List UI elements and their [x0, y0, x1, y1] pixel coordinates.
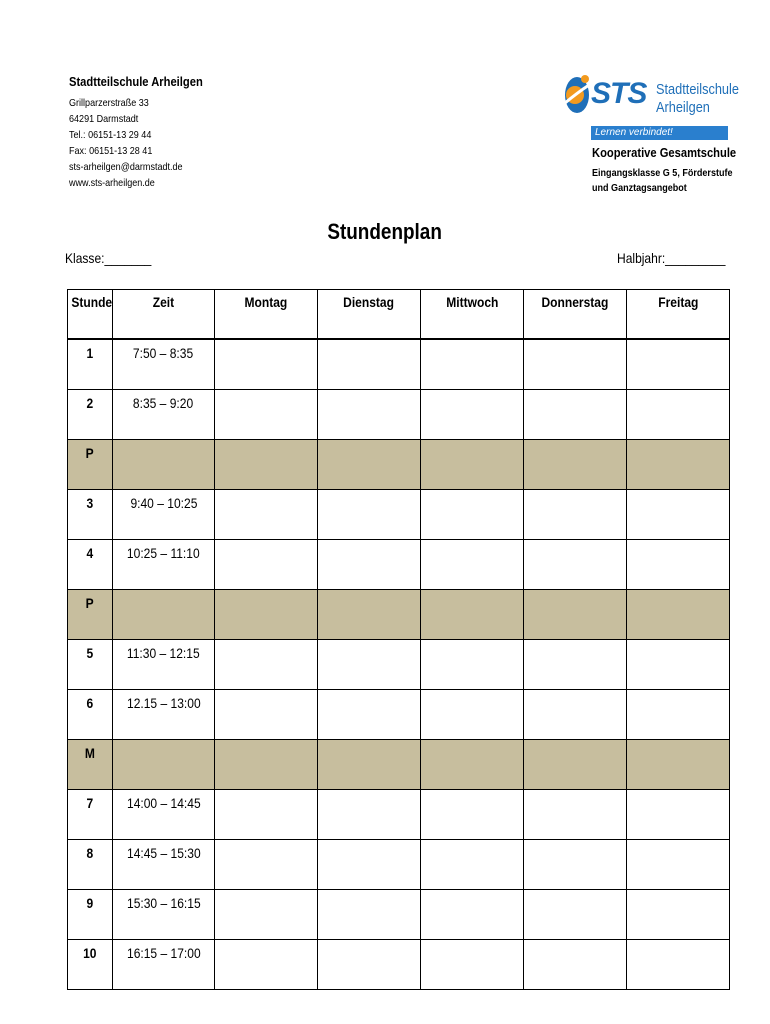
zeit-cell: [113, 890, 215, 940]
stunde-number: 10: [83, 945, 97, 961]
lesson-row: [68, 940, 730, 990]
cell-donnerstag: [524, 590, 627, 640]
page-title: [0, 219, 770, 245]
stunde-number: P: [85, 445, 95, 461]
stunde-number: 4: [86, 545, 94, 561]
stunde-cell: [68, 690, 113, 740]
zeit-cell: [113, 690, 215, 740]
cell-freitag[interactable]: [627, 640, 730, 690]
zeit-range: 14:45 – 15:30: [126, 845, 201, 861]
stunde-cell: [68, 640, 113, 690]
cell-freitag[interactable]: [627, 790, 730, 840]
cell-montag[interactable]: [215, 890, 318, 940]
address-phone: Tel.: 06151-13 29 44: [69, 129, 152, 141]
cell-freitag[interactable]: [627, 390, 730, 440]
column-header-label: Freitag: [657, 294, 699, 310]
cell-montag: [215, 440, 318, 490]
cell-mittwoch[interactable]: [421, 890, 524, 940]
zeit-range: 16:15 – 17:00: [126, 945, 201, 961]
lesson-row: [68, 640, 730, 690]
cell-mittwoch: [421, 740, 524, 790]
stunde-cell: [68, 440, 113, 490]
cell-mittwoch: [421, 590, 524, 640]
cell-montag: [215, 740, 318, 790]
lesson-row: [68, 490, 730, 540]
address-fax: Fax: 06151-13 28 41: [69, 145, 153, 157]
zeit-range: 12.15 – 13:00: [126, 695, 201, 711]
column-header-dienstag: [318, 290, 421, 340]
stunde-number: 8: [86, 845, 94, 861]
stunde-cell: [68, 490, 113, 540]
zeit-range: 10:25 – 11:10: [127, 545, 200, 561]
cell-montag[interactable]: [215, 490, 318, 540]
school-logo-block: [563, 71, 739, 194]
cell-dienstag[interactable]: [318, 490, 421, 540]
column-header-freitag: [627, 290, 730, 340]
lesson-row: [68, 540, 730, 590]
cell-montag[interactable]: [215, 840, 318, 890]
cell-freitag[interactable]: [627, 540, 730, 590]
zeit-cell: [113, 390, 215, 440]
lesson-row: [68, 790, 730, 840]
school-details: [592, 166, 733, 196]
cell-freitag[interactable]: [627, 690, 730, 740]
school-type: Kooperative Gesamtschule: [592, 145, 737, 160]
column-header-donnerstag: [524, 290, 627, 340]
pause-row: [68, 590, 730, 640]
stunde-cell: [68, 339, 113, 390]
cell-freitag[interactable]: [627, 940, 730, 990]
cell-dienstag[interactable]: [318, 890, 421, 940]
school-name: Stadtteilschule Arheilgen: [69, 74, 203, 89]
cell-dienstag[interactable]: [318, 940, 421, 990]
cell-dienstag: [318, 740, 421, 790]
address-street: Grillparzerstraße 33: [69, 97, 149, 109]
school-address-block: [69, 74, 225, 191]
stunde-cell: [68, 840, 113, 890]
stunde-cell: [68, 890, 113, 940]
stunde-number: 9: [86, 895, 94, 911]
cell-dienstag[interactable]: [318, 690, 421, 740]
stunde-number: 5: [86, 645, 94, 661]
cell-freitag[interactable]: [627, 490, 730, 540]
cell-dienstag: [318, 590, 421, 640]
cell-montag[interactable]: [215, 390, 318, 440]
zeit-cell: [113, 590, 215, 640]
zeit-range: 8:35 – 9:20: [133, 395, 194, 411]
stunde-cell: [68, 390, 113, 440]
cell-dienstag[interactable]: [318, 540, 421, 590]
timetable-header-row: [68, 290, 730, 340]
zeit-range: 15:30 – 16:15: [126, 895, 201, 911]
address-email: sts-arheilgen@darmstadt.de: [69, 161, 183, 173]
cell-dienstag[interactable]: [318, 790, 421, 840]
stunde-number: 7: [86, 795, 94, 811]
zeit-cell: [113, 440, 215, 490]
cell-mittwoch[interactable]: [421, 339, 524, 390]
column-header-label: Donnerstag: [541, 294, 609, 310]
column-header-label: Mittwoch: [445, 294, 499, 310]
school-details-line2: und Ganztagsangebot: [592, 182, 687, 194]
cell-donnerstag[interactable]: [524, 490, 627, 540]
stunde-cell: [68, 590, 113, 640]
stunde-cell: [68, 740, 113, 790]
cell-montag[interactable]: [215, 339, 318, 390]
stunde-number: 6: [86, 695, 94, 711]
cell-donnerstag[interactable]: [524, 840, 627, 890]
cell-freitag: [627, 740, 730, 790]
zeit-cell: [113, 490, 215, 540]
logo-slogan: Lernen verbindet!: [591, 126, 728, 140]
zeit-range: 9:40 – 10:25: [130, 495, 197, 511]
cell-mittwoch[interactable]: [421, 640, 524, 690]
cell-mittwoch[interactable]: [421, 840, 524, 890]
column-header-label: Dienstag: [343, 294, 395, 310]
cell-dienstag[interactable]: [318, 339, 421, 390]
zeit-cell: [113, 339, 215, 390]
sts-logo-icon: [563, 73, 591, 119]
cell-montag[interactable]: [215, 640, 318, 690]
address-website: www.sts-arheilgen.de: [69, 177, 155, 189]
cell-montag[interactable]: [215, 540, 318, 590]
lesson-row: [68, 840, 730, 890]
cell-donnerstag[interactable]: [524, 890, 627, 940]
column-header-stunde: [68, 290, 113, 340]
column-header-label: Montag: [244, 294, 288, 310]
zeit-range: 11:30 – 12:15: [127, 645, 200, 661]
cell-donnerstag: [524, 440, 627, 490]
cell-dienstag[interactable]: [318, 840, 421, 890]
page-title-text: Stundenplan: [327, 219, 443, 244]
cell-donnerstag[interactable]: [524, 940, 627, 990]
cell-mittwoch[interactable]: [421, 790, 524, 840]
cell-donnerstag[interactable]: [524, 790, 627, 840]
pause-row: [68, 440, 730, 490]
cell-donnerstag[interactable]: [524, 339, 627, 390]
zeit-range: 14:00 – 14:45: [126, 795, 201, 811]
stunde-cell: [68, 940, 113, 990]
timetable-body: [68, 339, 730, 990]
zeit-cell: [113, 790, 215, 840]
zeit-range: 7:50 – 8:35: [133, 345, 194, 361]
cell-dienstag: [318, 440, 421, 490]
logo-name-line1: Stadtteilschule: [656, 81, 739, 98]
column-header-label: Stunde: [71, 294, 113, 310]
cell-montag[interactable]: [215, 690, 318, 740]
cell-montag: [215, 590, 318, 640]
zeit-cell: [113, 540, 215, 590]
column-header-zeit: [113, 290, 215, 340]
stunde-cell: [68, 540, 113, 590]
stunde-cell: [68, 790, 113, 840]
cell-montag[interactable]: [215, 940, 318, 990]
cell-donnerstag[interactable]: [524, 390, 627, 440]
cell-montag[interactable]: [215, 790, 318, 840]
cell-mittwoch[interactable]: [421, 490, 524, 540]
zeit-cell: [113, 940, 215, 990]
klasse-field: Klasse:_______: [65, 250, 152, 266]
stunde-number: M: [84, 745, 96, 761]
cell-mittwoch[interactable]: [421, 690, 524, 740]
cell-freitag[interactable]: [627, 890, 730, 940]
address-city: 64291 Darmstadt: [69, 113, 139, 125]
zeit-cell: [113, 840, 215, 890]
column-header-label: Zeit: [152, 294, 175, 310]
stunde-number: 1: [86, 345, 94, 361]
school-details-line1: Eingangsklasse G 5, Förderstufe: [592, 167, 733, 179]
lesson-row: [68, 890, 730, 940]
cell-freitag[interactable]: [627, 339, 730, 390]
timetable: [67, 289, 730, 990]
lesson-row: [68, 690, 730, 740]
lesson-row: [68, 390, 730, 440]
logo-name-line2: Arheilgen: [656, 99, 710, 116]
cell-dienstag[interactable]: [318, 640, 421, 690]
pause-row: [68, 740, 730, 790]
stunde-number: 2: [86, 395, 94, 411]
zeit-cell: [113, 740, 215, 790]
logo-abbr: STS: [591, 77, 647, 110]
column-header-mittwoch: [421, 290, 524, 340]
cell-freitag: [627, 440, 730, 490]
cell-donnerstag: [524, 740, 627, 790]
cell-donnerstag[interactable]: [524, 540, 627, 590]
cell-mittwoch[interactable]: [421, 390, 524, 440]
stunde-number: P: [85, 595, 95, 611]
cell-mittwoch[interactable]: [421, 540, 524, 590]
cell-mittwoch[interactable]: [421, 940, 524, 990]
zeit-cell: [113, 640, 215, 690]
lesson-row: [68, 339, 730, 390]
cell-mittwoch: [421, 440, 524, 490]
cell-freitag[interactable]: [627, 840, 730, 890]
cell-donnerstag[interactable]: [524, 690, 627, 740]
halbjahr-field: Halbjahr:_________: [617, 250, 726, 266]
cell-dienstag[interactable]: [318, 390, 421, 440]
cell-freitag: [627, 590, 730, 640]
column-header-montag: [215, 290, 318, 340]
cell-donnerstag[interactable]: [524, 640, 627, 690]
stunde-number: 3: [86, 495, 94, 511]
